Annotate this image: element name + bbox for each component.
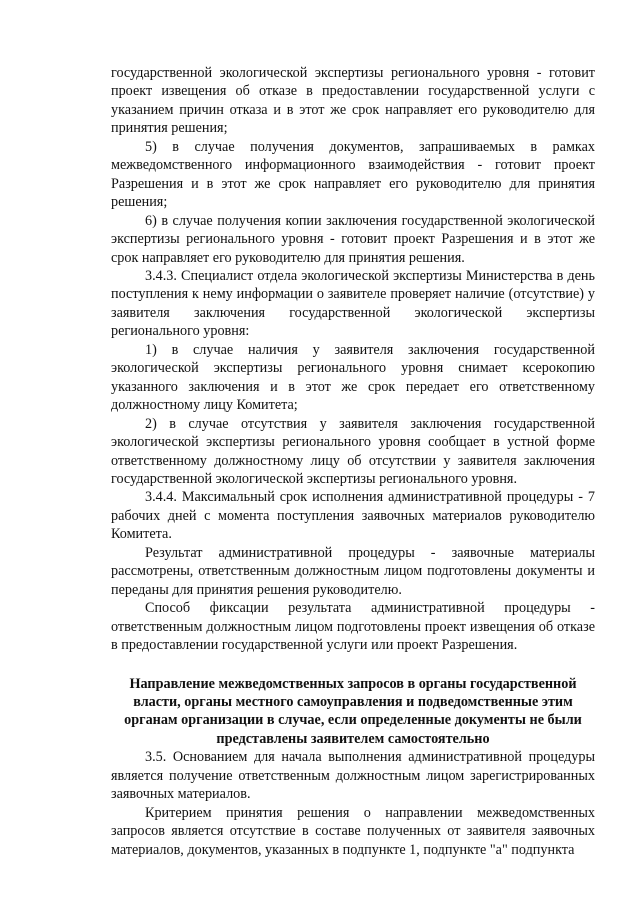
paragraph: 6) в случае получения копии заключения государственной экологической экспертизы регионального уровня - готовит проект Разрешения и в этот же срок направляет его руководителю для принятия решения. bbox=[111, 212, 595, 266]
paragraph: 1) в случае наличия у заявителя заключения государственной экологической экспертизы регионального уровня снимает ксерокопию указанного заключения и в этот же срок передает его ответственному должностному лицу Комитета; bbox=[111, 341, 595, 414]
paragraph: Критерием принятия решения о направлении межведомственных запросов является отсутствие в составе полученных от заявителя заявочных материалов, документов, указанных в подпункте 1, подпункте "а" подпункта bbox=[111, 804, 595, 858]
section-heading: Направление межведомственных запросов в органы государственной власти, органы местного самоуправления и подведомственные этим органам организации в случае, если определенные документы не были представлены заявителем самостоятельно bbox=[124, 675, 582, 747]
paragraph: Результат административной процедуры - заявочные материалы рассмотрены, ответственным должностным лицом подготовлены документы и переданы для принятия решения руководителю. bbox=[111, 544, 595, 598]
paragraph: 3.4.3. Специалист отдела экологической экспертизы Министерства в день поступления к нему информации о заявителе проверяет наличие (отсутствие) у заявителя заключения государственной экологической экспертизы регионального уровня: bbox=[111, 267, 595, 340]
paragraph: 3.5. Основанием для начала выполнения административной процедуры является получение ответственным должностным лицом зарегистрированных заявочных материалов. bbox=[111, 749, 595, 803]
paragraph: 3.4.4. Максимальный срок исполнения административной процедуры - 7 рабочих дней с момента поступления заявочных материалов руководителю Комитета. bbox=[111, 489, 595, 543]
paragraph: 5) в случае получения документов, запрашиваемых в рамках межведомственного информационного взаимодействия - готовит проект Разрешения и в этот же срок направляет его руководителю для принятия решения; bbox=[111, 138, 595, 211]
paragraph: Способ фиксации результата административной процедуры - ответственным должностным лицом подготовлены проект извещения об отказе в предоставлении государственной услуги или проект Разрешения. bbox=[111, 600, 595, 654]
paragraph: 2) в случае отсутствия у заявителя заключения государственной экологической экспертизы регионального уровня сообщает в устной форме ответственному должностному лицу об отсутствии у заявителя заключения государственной экологической экспертизы регионального уровня. bbox=[111, 415, 595, 487]
paragraph: государственной экологической экспертизы регионального уровня - готовит проект извещения об отказе в предоставлении государственной услуги с указанием причин отказа и в этот же срок направляет его руководителю для принятия решения; bbox=[111, 65, 595, 137]
document-page bbox=[111, 64, 595, 859]
